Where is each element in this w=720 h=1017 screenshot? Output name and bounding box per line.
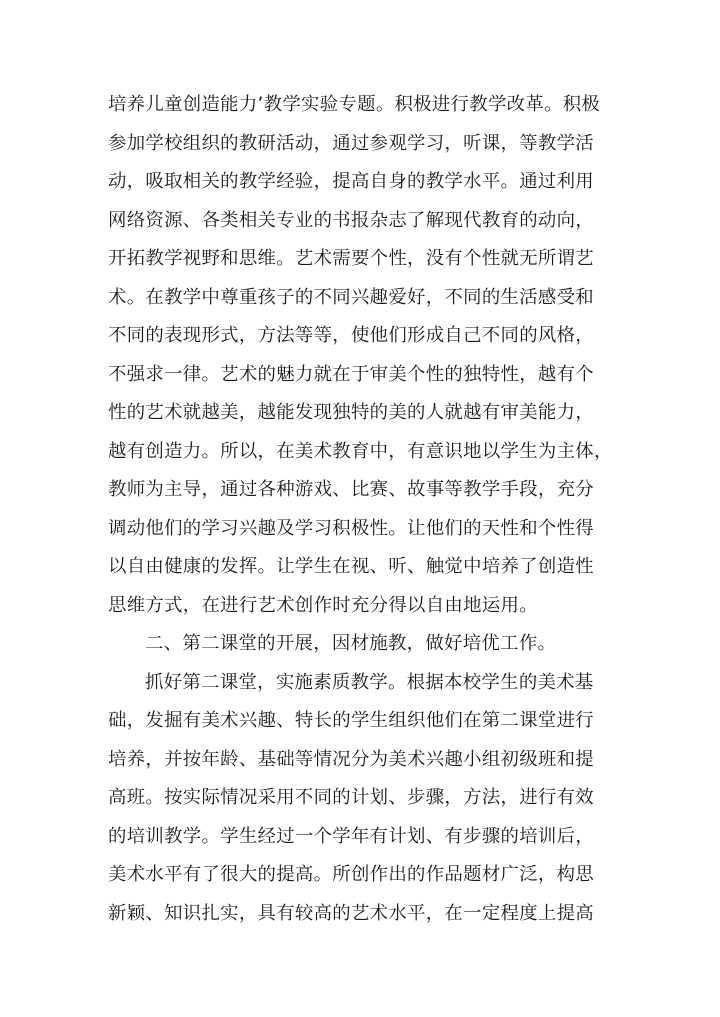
text-line: 抓好第二课堂，实施素质教学。根据本校学生的美术基 bbox=[145, 671, 594, 693]
text-line: 新颖、知识扎实，具有较高的艺术水平，在一定程度上提高 bbox=[108, 902, 594, 924]
text-line: 以自由健康的发挥。让学生在视、听、触觉中培养了创造性 bbox=[108, 556, 594, 577]
text-line: 础，发掘有美术兴趣、特长的学生组织他们在第二课堂进行 bbox=[108, 710, 594, 731]
text-line: 开拓教学视野和思维。艺术需要个性，没有个性就无所谓艺 bbox=[108, 248, 594, 269]
text-line: 动，吸取相关的教学经验，提高自身的教学水平。通过利用 bbox=[108, 171, 594, 192]
body-text bbox=[108, 86, 618, 933]
text-line: 高班。按实际情况采用不同的计划、步骤，方法，进行有效 bbox=[108, 787, 594, 808]
text-line: 调动他们的学习兴趣及学习积极性。让他们的天性和个性得 bbox=[108, 517, 594, 539]
text-line: 参加学校组织的教研活动，通过参观学习，听课，等教学活 bbox=[108, 132, 594, 154]
section-heading: 二、第二课堂的开展，因材施教，做好培优工作。 bbox=[145, 633, 557, 654]
text-line: 性的艺术就越美，越能发现独特的美的人就越有审美能力， bbox=[108, 402, 594, 423]
text-line: 培养，并按年龄、基础等情况分为美术兴趣小组初级班和提 bbox=[108, 748, 594, 770]
text-line: 教师为主导，通过各种游戏、比赛、故事等教学手段，充分 bbox=[108, 479, 594, 500]
text-line: 越有创造力。所以，在美术教育中，有意识地以学生为主体， bbox=[108, 440, 613, 462]
text-line: 培养儿童创造能力’教学实验专题。积极进行教学改革。积极 bbox=[108, 94, 601, 115]
text-line: 术。在教学中尊重孩子的不同兴趣爱好，不同的生活感受和 bbox=[108, 286, 594, 308]
text-line: 不同的表现形式，方法等等，使他们形成自己不同的风格， bbox=[108, 325, 594, 346]
text-line: 不强求一律。艺术的魅力就在于审美个性的独特性，越有个 bbox=[108, 363, 594, 385]
text-line: 的培训教学。学生经过一个学年有计划、有步骤的培训后， bbox=[108, 825, 594, 847]
text-line: 网络资源、各类相关专业的书报杂志了解现代教育的动向， bbox=[108, 209, 594, 231]
text-line: 美术水平有了很大的提高。所创作出的作品题材广泛，构思 bbox=[108, 864, 594, 885]
text-line: 思维方式，在进行艺术创作时充分得以自由地运用。 bbox=[108, 594, 538, 616]
